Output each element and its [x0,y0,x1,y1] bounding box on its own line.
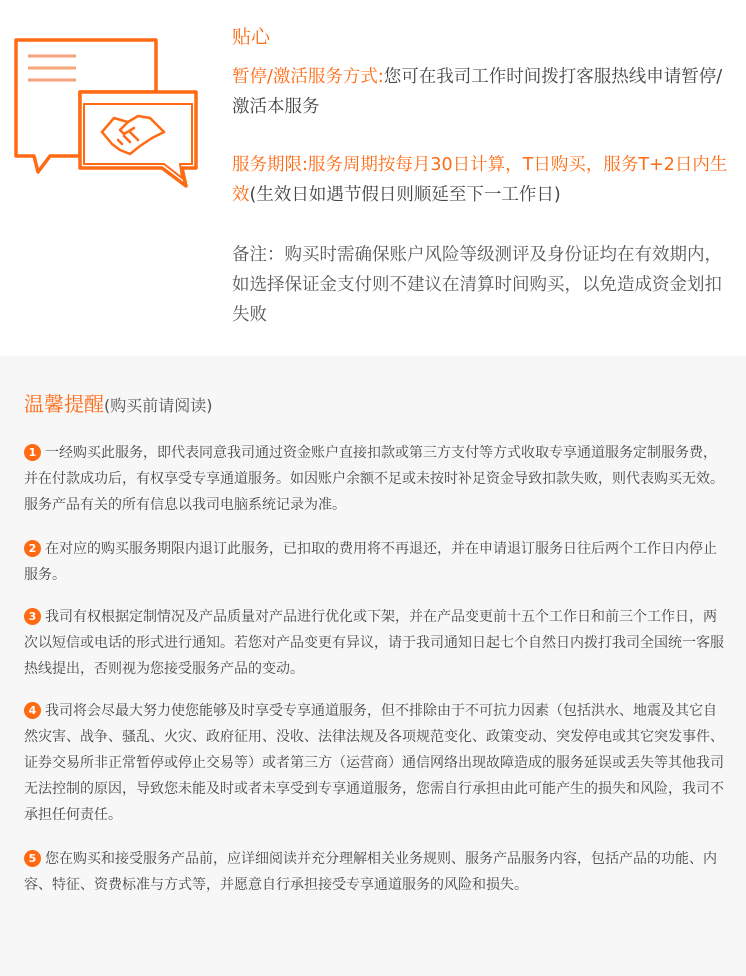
pause-label: 暂停/激活服务方式: [232,67,384,87]
warning-item-text: 一经购买此服务，即代表同意我司通过资金账户直接扣款或第三方支付等方式收取专享通道服务定制服务费，并在付款成功后，有权享受专享通道服务。如因账户余额不足或未按时补足资金导致扣款失败，则代表购买无效。服务产品有关的所有信息以我司电脑系统记录为准。 [24,445,724,513]
number-badge: 2 [24,540,41,557]
pause-text: 您可在我司工作时间拨打客服热线申请暂停/激活本服务 [232,67,723,117]
period-label: 服务期限: [232,155,308,175]
warning-section [0,356,746,976]
warning-item-1 [24,440,726,518]
number-badge: 1 [24,444,41,461]
warning-subtitle: (购买前请阅读) [104,396,213,415]
number-badge: 4 [24,702,41,719]
warning-item-text: 您在购买和接受服务产品前，应详细阅读并充分理解相关业务规则、服务产品服务内容，包括产品的功能、内容、特征、资费标准与方式等，并愿意自行承担接受专享通道服务的风险和损失。 [24,851,717,893]
tip-title: 贴心 [232,26,271,48]
pause-info [232,62,738,122]
warning-item-5 [24,846,726,898]
warning-item-text: 我司将会尽最大努力使您能够及时享受专享通道服务，但不排除由于不可抗力因素（包括洪水、地震及其它自然灾害、战争、骚乱、火灾、政府征用、没收、法律法规及各项规范变化、政策变动、突发停电或其它突发事件、证券交易所非正常暂停或停止交易等）或者第三方（运营商）通信网络出现故障造成的服务延误或丢失等其他我司无法控制的原因，导致您未能及时或者未享受到专享通道服务，您需自行承担由此可能产生的损失和风险，我司不承担任何责任。 [24,703,724,823]
period-orange-text: 服务周期按每月30日计算，T日购买，服务T+2日内生效 [232,155,728,205]
warning-item-2 [24,536,726,588]
warning-item-text: 在对应的购买服务期限内退订此服务，已扣取的费用将不再退还，并在申请退订服务日往后两个工作日内停止服务。 [24,541,717,583]
number-badge: 5 [24,850,41,867]
tip-section [0,0,746,356]
warning-item-4 [24,698,726,828]
warning-item-text: 我司有权根据定制情况及产品质量对产品进行优化或下架，并在产品变更前十五个工作日和前三个工作日，两次以短信或电话的形式进行通知。若您对产品变更有异议，请于我司通知日起七个自然日内拨打我司全国统一客服热线提出，否则视为您接受服务产品的变动。 [24,609,724,677]
warning-title: 温馨提醒 [24,392,104,416]
period-info [232,150,738,210]
chat-handshake-icon [10,36,200,196]
period-gray-text: (生效日如遇节假日则顺延至下一工作日) [249,185,561,205]
warning-heading [24,388,213,417]
number-badge: 3 [24,608,41,625]
note-text: 备注：购买时需确保账户风险等级测评及身份证均在有效期内，如选择保证金支付则不建议在清算时间购买，以免造成资金划扣失败 [232,245,722,325]
warning-item-3 [24,604,726,682]
